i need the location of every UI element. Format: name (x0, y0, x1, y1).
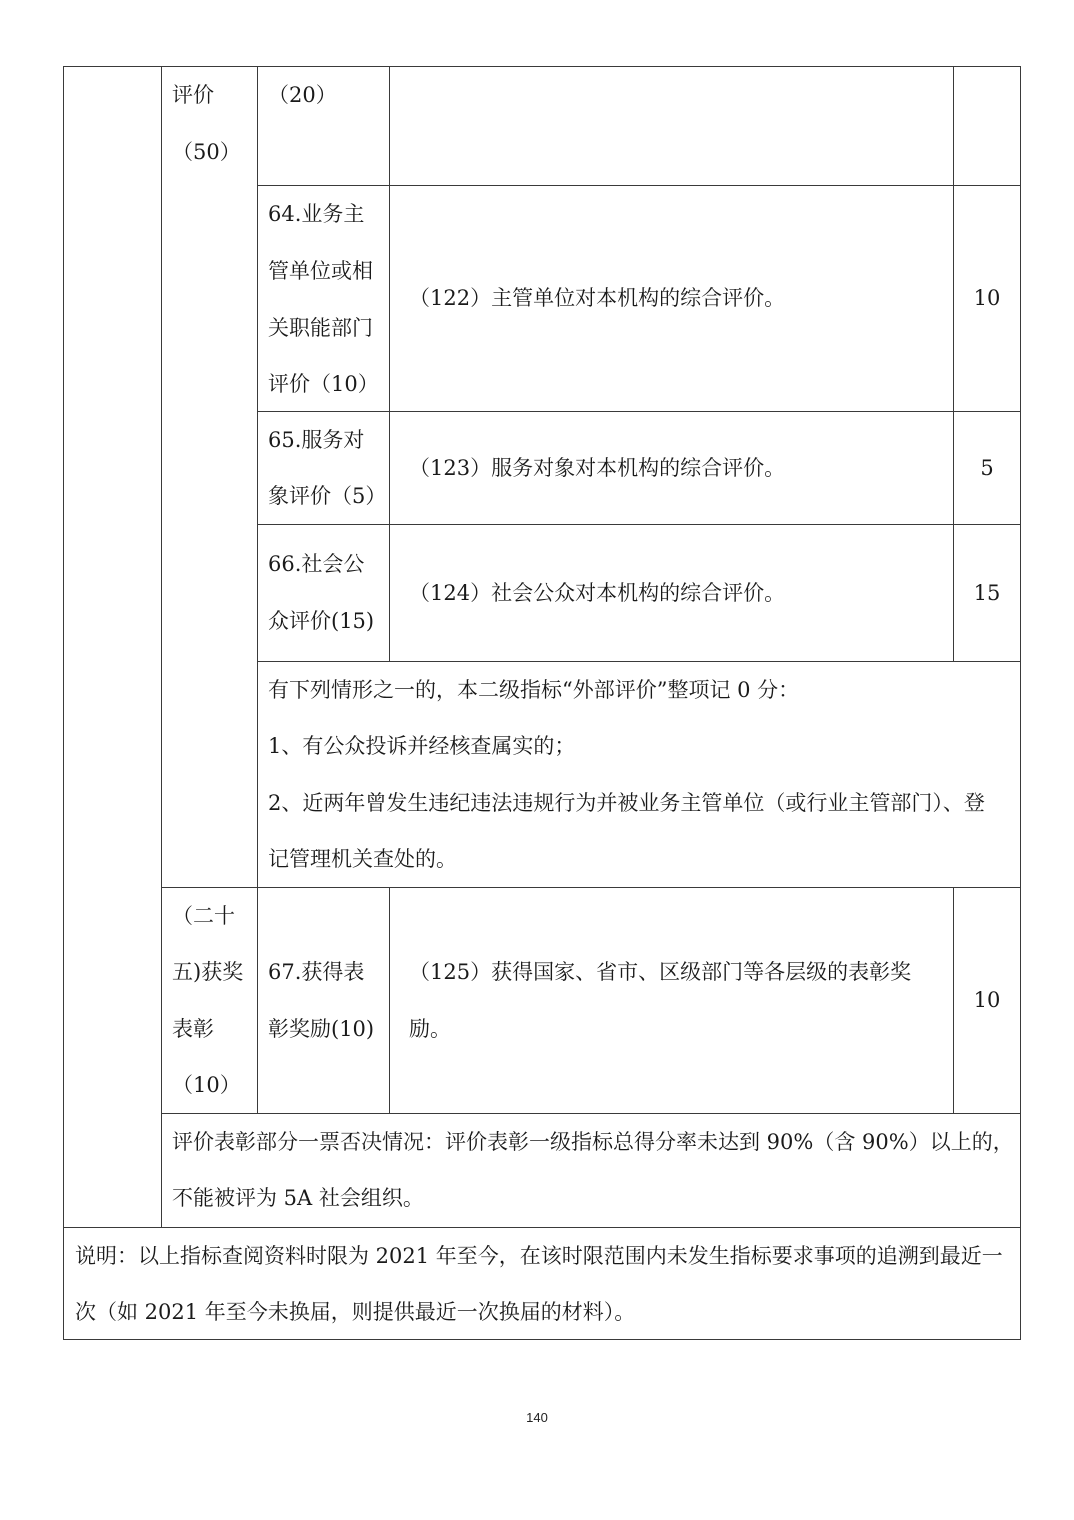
score-123: 5 (980, 455, 994, 480)
level1-label-line2: （50） (172, 140, 241, 164)
indicator-64-line2: 管单位或相 (268, 259, 373, 283)
indicator-65-line1: 65.服务对 (268, 428, 365, 452)
table-border-right (1020, 66, 1021, 1340)
col1-divider (161, 66, 162, 1227)
explanation-line1: 说明：以上指标查阅资料时限为 2021 年至今，在该时限范围内未发生指标要求事项的追溯到最近一 (75, 1244, 1003, 1268)
col2-divider-top (257, 66, 258, 888)
evaluation-veto-line2: 不能被评为 5A 社会组织。 (172, 1186, 424, 1210)
criterion-124: （124）社会公众对本机构的综合评价。 (409, 580, 786, 605)
score-125: 10 (973, 988, 1001, 1012)
veto-note-item1: 1、有公众投诉并经核查属实的； (268, 734, 576, 758)
award-level2-line1: （二十 (172, 904, 235, 928)
explanation-line2: 次（如 2021 年至今未换届，则提供最近一次换届的材料）。 (75, 1300, 636, 1324)
col3-divider-b (389, 887, 390, 1113)
score-124: 15 (973, 580, 1001, 605)
page-number: 140 (526, 1410, 548, 1425)
indicator-65-line2: 象评价（5） (268, 484, 387, 508)
indicator-continued: （20） (268, 83, 337, 107)
veto-note-intro: 有下列情形之一的，本二级指标“外部评价”整项记 0 分： (268, 678, 800, 702)
veto-note-item2-line2: 记管理机关查处的。 (268, 847, 457, 871)
col3-divider-a (389, 66, 390, 662)
indicator-64-line1: 64.业务主 (268, 202, 365, 226)
award-level2-line2: 五)获奖 (172, 960, 244, 984)
veto-note-item2-line1: 2、近两年曾发生违纪违法违规行为并被业务主管单位（或行业主管部门）、登 (268, 791, 985, 815)
level1-label-line1: 评价 (172, 83, 214, 107)
criterion-122: （122）主管单位对本机构的综合评价。 (409, 286, 786, 310)
table-border-left (63, 66, 64, 1340)
indicator-67-line2: 彰奖励(10) (268, 1017, 375, 1041)
indicator-67-line1: 67.获得表 (268, 960, 365, 984)
evaluation-veto-line1: 评价表彰部分一票否决情况：评价表彰一级指标总得分率未达到 90%（含 90%）以上的， (172, 1130, 1014, 1154)
award-level2-line4: （10） (172, 1073, 241, 1097)
score-122: 10 (973, 286, 1001, 310)
criterion-125: （125）获得国家、省市、区级部门等各层级的表彰奖励。 (409, 959, 912, 1041)
indicator-64-line4: 评价（10） (268, 372, 379, 396)
indicator-66-line2: 众评价(15) (268, 609, 375, 633)
col2-divider-award (257, 887, 258, 1113)
indicator-64-line3: 关职能部门 (268, 316, 373, 340)
award-level2-line3: 表彰 (172, 1017, 214, 1041)
indicator-66-line1: 66.社会公 (268, 552, 365, 576)
criterion-123: （123）服务对象对本机构的综合评价。 (409, 455, 786, 480)
